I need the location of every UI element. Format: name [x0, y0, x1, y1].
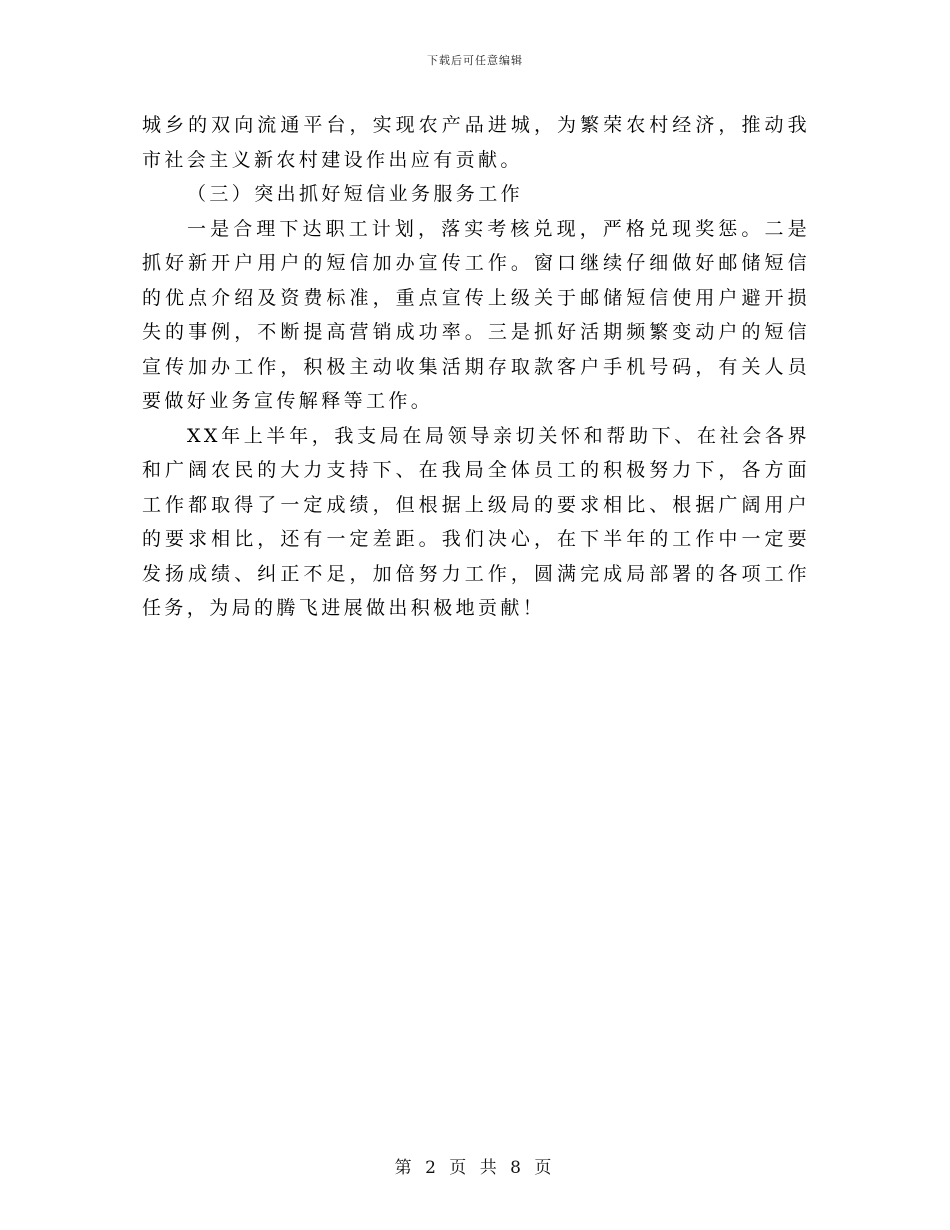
document-body: [142, 108, 810, 626]
paragraph-continuation: 城乡的双向流通平台，实现农产品进城，为繁荣农村经济，推动我市社会主义新农村建设作出应有贡献。: [142, 114, 810, 171]
section-heading: （三）突出抓好短信业务服务工作: [187, 183, 524, 205]
paragraph-conclusion: XX年上半年，我支局在局领导亲切关怀和帮助下、在社会各界和广阔农民的大力支持下、在我局全体员工的积极努力下，各方面工作都取得了一定成绩，但根据上级局的要求相比、根据广阔用户的要求相比，还有一定差距。我们决心，在下半年的工作中一定要发扬成绩、纠正不足，加倍努力工作，圆满完成局部署的各项工作任务，为局的腾飞进展做出积极地贡献！: [142, 424, 810, 619]
page-number: 第 2 页 共 8 页: [394, 1158, 556, 1178]
paragraph-sms-service: 一是合理下达职工计划，落实考核兑现，严格兑现奖惩。二是抓好新开户用户的短信加办宣传工作。窗口继续仔细做好邮储短信的优点介绍及资费标准，重点宣传上级关于邮储短信使用户避开损失的事例，不断提高营销成功率。三是抓好活期频繁变动户的短信宣传加办工作，积极主动收集活期存取款客户手机号码，有关人员要做好业务宣传解释等工作。: [142, 217, 810, 412]
page-header: 下载后可任意编辑: [427, 54, 523, 67]
